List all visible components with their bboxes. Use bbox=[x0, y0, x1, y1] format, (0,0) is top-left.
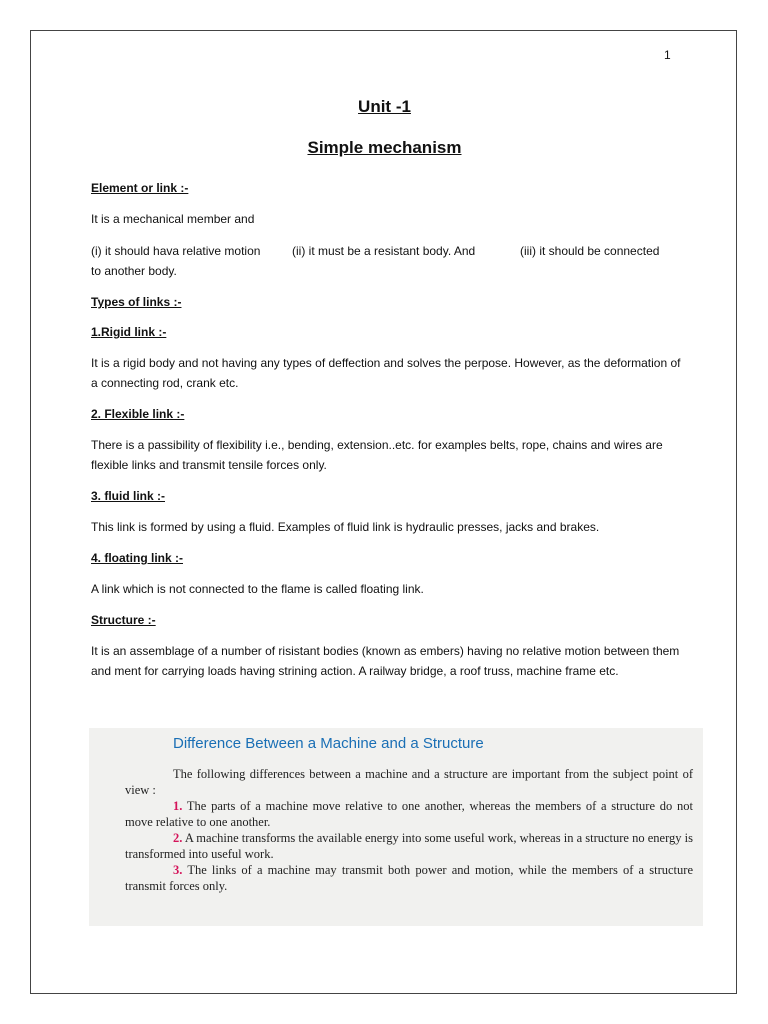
difference-item-number: 3. bbox=[173, 863, 183, 877]
difference-title: Difference Between a Machine and a Structure bbox=[173, 735, 484, 752]
difference-item-text: The links of a machine may transmit both power and motion, while the members of a structure transmit forces only. bbox=[125, 863, 693, 893]
difference-item-text: The parts of a machine move relative to one another, whereas the members of a structure do not move relative to one another. bbox=[125, 799, 693, 829]
element-heading: Element or link :- bbox=[91, 181, 189, 195]
document-page bbox=[30, 30, 737, 994]
fluid-heading: 3. fluid link :- bbox=[91, 489, 165, 503]
difference-figure bbox=[89, 728, 703, 926]
types-heading: Types of links :- bbox=[91, 295, 182, 309]
structure-text: It is an assemblage of a number of risistant bodies (known as embers) having no relative motion between them and ment for carrying loads having strining action. A railway bridge, a roof truss, machine frame etc. bbox=[91, 644, 680, 678]
difference-item bbox=[125, 798, 693, 830]
unit-title: Unit -1 bbox=[358, 97, 411, 116]
element-intro: It is a mechanical member and bbox=[91, 212, 255, 226]
fluid-text: This link is formed by using a fluid. Examples of fluid link is hydraulic presses, jacks and brakes. bbox=[91, 520, 600, 534]
element-point-1: (i) it should hava relative motion bbox=[91, 244, 261, 258]
difference-text bbox=[125, 766, 693, 894]
page-number: 1 bbox=[664, 48, 671, 62]
difference-item bbox=[125, 862, 693, 894]
difference-item-text: A machine transforms the available energy into some useful work, whereas in a structure no energy is transformed into useful work. bbox=[125, 831, 693, 861]
rigid-text: It is a rigid body and not having any types of deffection and solves the perpose. However, as the deformation of a connecting rod, crank etc. bbox=[91, 356, 681, 390]
flexible-heading: 2. Flexible link :- bbox=[91, 407, 185, 421]
element-point-3: (iii) it should be connected bbox=[520, 244, 660, 258]
rigid-heading: 1.Rigid link :- bbox=[91, 325, 167, 339]
element-point-2: (ii) it must be a resistant body. And bbox=[292, 244, 476, 258]
structure-heading: Structure :- bbox=[91, 613, 156, 627]
document-title: Simple mechanism bbox=[307, 138, 462, 157]
element-points bbox=[91, 241, 681, 261]
flexible-text: There is a passibility of flexibility i.e., bending, extension..etc. for examples belts, rope, chains and wires are flexible links and transmit tensile forces only. bbox=[91, 438, 663, 472]
floating-text: A link which is not connected to the flame is called floating link. bbox=[91, 582, 424, 596]
element-continuation: to another body. bbox=[91, 264, 177, 278]
difference-item-number: 1. bbox=[173, 799, 183, 813]
floating-heading: 4. floating link :- bbox=[91, 551, 183, 565]
difference-item-number: 2. bbox=[173, 831, 183, 845]
difference-item bbox=[125, 830, 693, 862]
document-body bbox=[91, 179, 681, 681]
difference-intro: The following differences between a machine and a structure are important from the subject point of view : bbox=[125, 767, 693, 797]
